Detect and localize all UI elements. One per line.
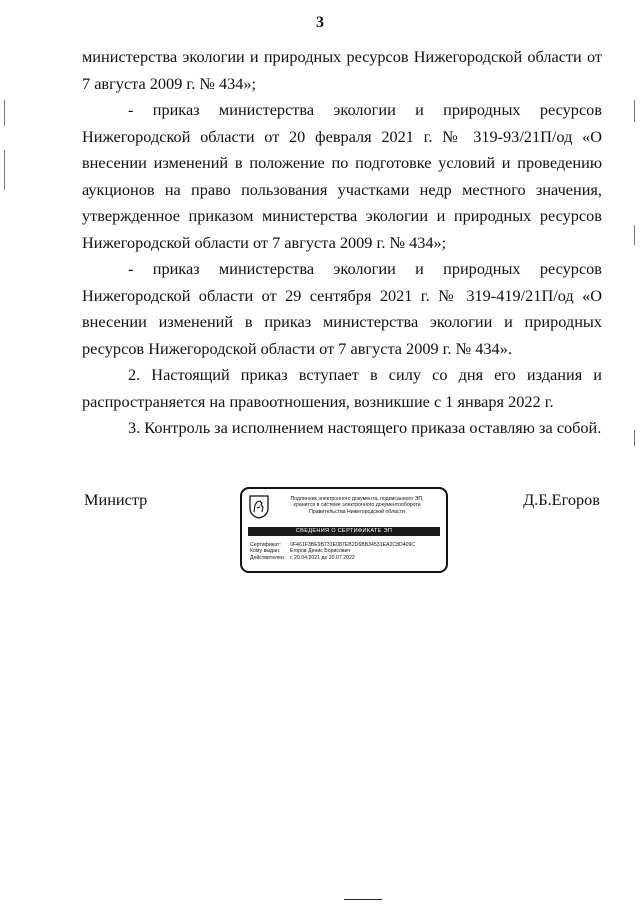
paragraph-clause-2: 2. Настоящий приказ вступает в силу со дня его издания и распространяется на правоотношения, возникшие с 1 января 2022 г. [82,365,602,411]
stamp-row-valid [250,555,444,561]
stamp-value: Егоров Денис Борисович [290,548,351,555]
signature-position: Министр [84,490,148,509]
footer-divider [344,899,382,900]
stamp-certificate-bar: СВЕДЕНИЯ О СЕРТИФИКАТЕ ЭП [248,527,440,536]
margin-mark-right-3 [634,430,635,446]
stamp-value: с 20.04.2021 до 20.07.2022 [290,554,355,561]
stamp-header-line: хранится в системе электронного документооборота [293,502,421,509]
margin-mark-right-2 [634,225,635,245]
paragraph-clause-3: 3. Контроль за исполнением настоящего приказа оставляю за собой. [128,418,602,437]
margin-mark-left-1 [4,100,5,126]
stamp-label: Сертификат: [250,542,281,548]
stamp-label: Действителен: [250,554,286,561]
stamp-header [272,496,442,515]
margin-mark-left-2 [4,150,5,190]
stamp-details [250,542,444,561]
stamp-header-line: Правительства Нижегородской области [309,508,405,515]
stamp-header-line: Подлинник электронного документа, подписанного ЭП, [290,496,424,502]
electronic-signature-stamp [240,487,448,573]
signer-name: Д.Б.Егоров [523,490,600,509]
paragraph-continuation: министерства экологии и природных ресурсов Нижегородской области от 7 августа 2009 г. № 434»; [82,47,602,93]
stamp-value: 0F461F3BE9B731E087EB2D6BB34531EA2C8D409C [290,542,416,548]
paragraph-order-item-1: - приказ министерства экологии и природных ресурсов Нижегородской области от 20 февраля 2021 г. № 319-93/21П/од «О внесении изменений в положение по подготовке условий и проведению аукционов на право пользования участками недр местного значения, утвержденное приказом министерства экологии и природных ресурсов Нижегородской области от 7 августа 2009 г. № 434»; [82,100,602,252]
margin-mark-right-1 [634,100,635,122]
page-number: 3 [316,14,324,31]
stamp-label: Кому выдан: [250,548,281,555]
coat-of-arms-icon [249,495,269,519]
paragraph-order-item-2: - приказ министерства экологии и природных ресурсов Нижегородской области от 29 сентября 2021 г. № 319-419/21П/од «О внесении изменений в приказ министерства экологии и природных ресурсов Нижегородской области от 7 августа 2009 г. № 434». [82,259,602,358]
document-body [82,44,602,442]
